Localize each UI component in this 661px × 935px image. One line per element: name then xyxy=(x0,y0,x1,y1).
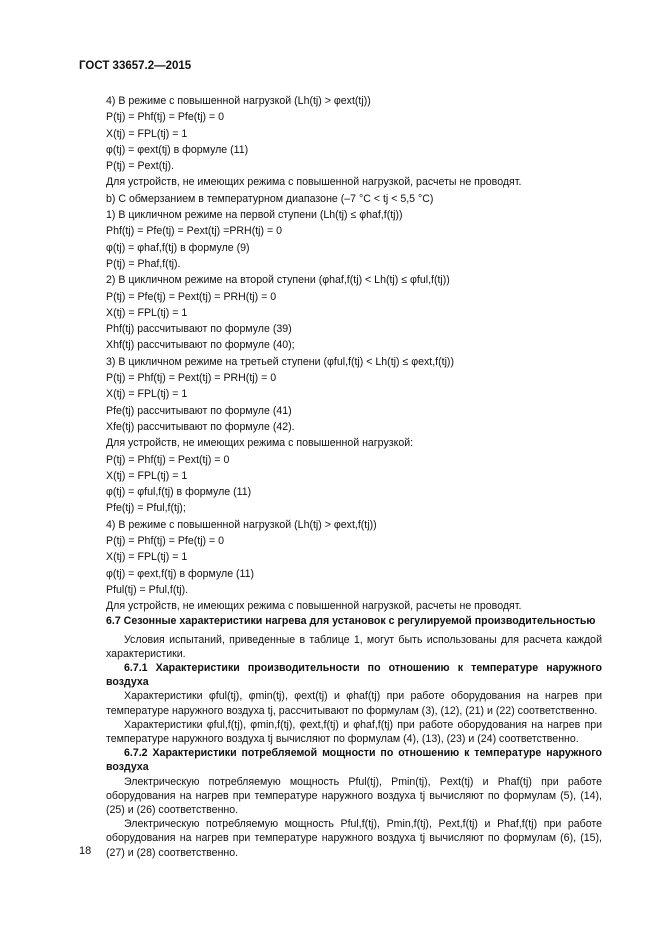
section-heading: 6.7 Сезонные характеристики нагрева для установок с регулируемой производительностью xyxy=(106,615,596,627)
text-line: 4) В режиме с повышенной нагрузкой (Lh(tj) > φext(tj)) xyxy=(106,95,371,107)
text-line: X(tj) = FPL(tj) = 1 xyxy=(106,306,188,319)
paragraph: Характеристики φful,f(tj), φmin,f(tj), φext,f(tj) и φhaf,f(tj) при работе оборудования на нагрев при температуре наружного воздуха tj вычисляют по формулам (4), (13), (23) и (24) соответственно. xyxy=(106,718,602,745)
text-line: P(tj) = Phf(tj) = Pext(tj) = 0 xyxy=(106,453,230,466)
paragraph: Характеристики φful(tj), φmin(tj), φext(tj) и φhaf(tj) при работе оборудования на нагрев при температуре наружного воздуха tj, рассчитывают по формулам (3), (12), (21) и (22) соответственно. xyxy=(106,690,602,717)
text-line: P(tj) = Phf(tj) = Pext(tj) = PRH(tj) = 0 xyxy=(106,372,277,385)
text-line: Для устройств, не имеющих режима с повышенной нагрузкой, расчеты не проводят. xyxy=(106,600,522,613)
text-line: Phf(tj) = Pfe(tj) = Pext(tj) =PRH(tj) = 0 xyxy=(106,225,283,238)
subsection-heading: 6.7.2 Характеристики потребляемой мощности по отношению к температуре наружного воздуха xyxy=(106,747,602,774)
text-line: b) С обмерзанием в температурном диапазоне (–7 °C < tj < 5,5 °C) xyxy=(106,192,434,205)
text-line: Для устройств, не имеющих режима с повышенной нагрузкой, расчеты не проводят. xyxy=(106,176,522,189)
text-line: Pfe(tj) рассчитывают по формуле (41) xyxy=(106,404,292,417)
text-line: 4) В режиме с повышенной нагрузкой (Lh(tj) > φext,f(tj)) xyxy=(106,518,377,531)
text-line: Для устройств, не имеющих режима с повышенной нагрузкой: xyxy=(106,437,414,450)
text-line: φ(tj) = φful,f(tj) в формуле (11) xyxy=(106,486,252,499)
paragraph: Условия испытаний, приведенные в таблице 1, могут быть использованы для расчета каждой характеристики. xyxy=(106,633,602,660)
text-line: X(tj) = FPL(tj) = 1 xyxy=(106,469,188,482)
text-line: 1) В цикличном режиме на первой ступени (Lh(tj) ≤ φhaf,f(tj)) xyxy=(106,209,403,222)
text-line: X(tj) = FPL(tj) = 1 xyxy=(106,127,188,140)
page-number: 18 xyxy=(79,845,92,857)
text-line: X(tj) = FPL(tj) = 1 xyxy=(106,551,188,564)
text-line: P(tj) = Pext(tj). xyxy=(106,160,174,173)
text-line: P(tj) = Pfe(tj) = Pext(tj) = PRH(tj) = 0 xyxy=(106,290,277,303)
text-line: P(tj) = Phf(tj) = Pfe(tj) = 0 xyxy=(106,535,225,548)
paragraph: Электрическую потребляемую мощность Pful,f(tj), Pmin,f(tj), Pext,f(tj) и Phaf,f(tj) при работе оборудования на нагрев при температуре наружного воздуха tj вычисляют по формулам (6), (15), (27) и (28) соответственно. xyxy=(106,818,602,859)
text-line: φ(tj) = φhaf,f(tj) в формуле (9) xyxy=(106,241,250,254)
text-line: φ(tj) = φext(tj) в формуле (11) xyxy=(106,143,249,156)
text-line: X(tj) = FPL(tj) = 1 xyxy=(106,388,188,401)
text-line: Phf(tj) рассчитывают по формуле (39) xyxy=(106,323,292,336)
formula-block xyxy=(106,93,606,615)
text-line: Pfe(tj) = Pful,f(tj); xyxy=(106,502,186,515)
text-line: φ(tj) = φext,f(tj) в формуле (11) xyxy=(106,567,255,580)
text-line: P(tj) = Phf(tj) = Pfe(tj) = 0 xyxy=(106,111,225,124)
text-line: Pful(tj) = Pful,f(tj). xyxy=(106,583,189,596)
subsection-heading: 6.7.1 Характеристики производительности по отношению к температуре наружного воздуха xyxy=(106,661,602,689)
text-line: Xhf(tj) рассчитывают по формуле (40); xyxy=(106,339,295,352)
text-line: P(tj) = Phaf,f(tj). xyxy=(106,257,181,270)
paragraph: Электрическую потребляемую мощность Pful(tj), Pmin(tj), Pext(tj) и Phaf(tj) при работе оборудования на нагрев при температуре наружного воздуха tj вычисляют по формулам (5), (14), (25) и (26) соответственно. xyxy=(106,775,602,816)
standard-header: ГОСТ 33657.2—2015 xyxy=(79,60,192,72)
text-line: 2) В цикличном режиме на второй ступени (φhaf,f(tj) < Lh(tj) ≤ φful,f(tj)) xyxy=(106,274,450,287)
text-line: 3) В цикличном режиме на третьей ступени (φful,f(tj) < Lh(tj) ≤ φext,f(tj)) xyxy=(106,355,454,368)
section-6-7 xyxy=(106,615,602,860)
text-line: Xfe(tj) рассчитывают по формуле (42). xyxy=(106,420,295,433)
